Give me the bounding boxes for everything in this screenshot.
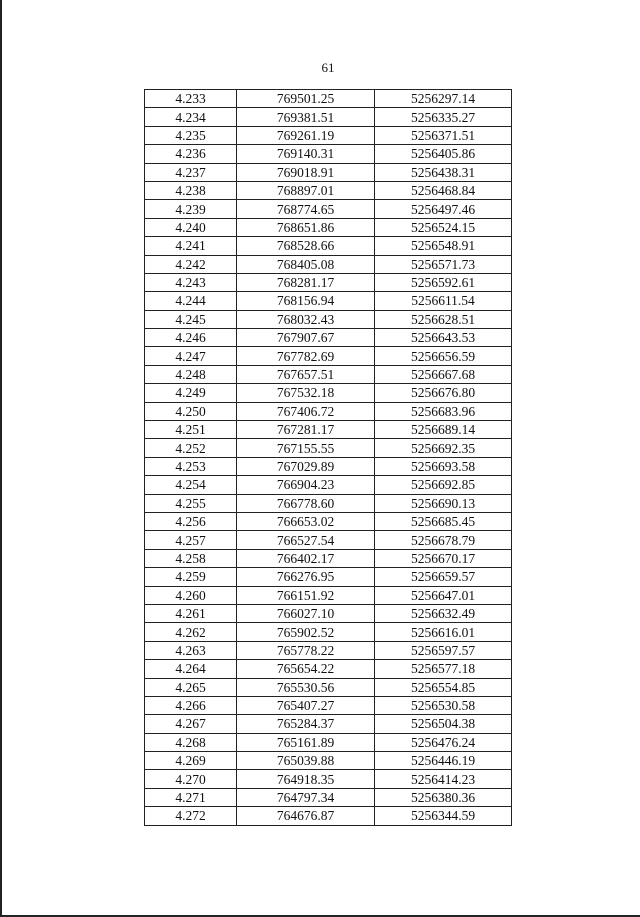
coordinates-table-body <box>145 90 512 826</box>
x-coordinate-cell: 765654.22 <box>237 660 375 678</box>
table-row <box>145 586 512 604</box>
table-row <box>145 457 512 475</box>
point-id-cell: 4.262 <box>145 623 237 641</box>
y-coordinate-cell: 5256554.85 <box>375 678 512 696</box>
x-coordinate-cell: 768032.43 <box>237 310 375 328</box>
y-coordinate-cell: 5256676.80 <box>375 384 512 402</box>
point-id-cell: 4.269 <box>145 752 237 770</box>
y-coordinate-cell: 5256678.79 <box>375 531 512 549</box>
point-id-cell: 4.270 <box>145 770 237 788</box>
y-coordinate-cell: 5256659.57 <box>375 568 512 586</box>
table-row <box>145 329 512 347</box>
point-id-cell: 4.240 <box>145 218 237 236</box>
table-row <box>145 384 512 402</box>
table-row <box>145 292 512 310</box>
table-row <box>145 641 512 659</box>
scan-edge-left <box>0 0 2 917</box>
x-coordinate-cell: 769501.25 <box>237 90 375 108</box>
point-id-cell: 4.257 <box>145 531 237 549</box>
table-row <box>145 163 512 181</box>
point-id-cell: 4.256 <box>145 512 237 530</box>
y-coordinate-cell: 5256616.01 <box>375 623 512 641</box>
table-row <box>145 696 512 714</box>
table-row <box>145 421 512 439</box>
table-row <box>145 494 512 512</box>
point-id-cell: 4.245 <box>145 310 237 328</box>
y-coordinate-cell: 5256468.84 <box>375 181 512 199</box>
x-coordinate-cell: 764797.34 <box>237 788 375 806</box>
y-coordinate-cell: 5256524.15 <box>375 218 512 236</box>
table-row <box>145 108 512 126</box>
x-coordinate-cell: 766653.02 <box>237 512 375 530</box>
point-id-cell: 4.236 <box>145 145 237 163</box>
y-coordinate-cell: 5256690.13 <box>375 494 512 512</box>
y-coordinate-cell: 5256548.91 <box>375 237 512 255</box>
point-id-cell: 4.244 <box>145 292 237 310</box>
y-coordinate-cell: 5256667.68 <box>375 365 512 383</box>
coordinates-table <box>144 89 512 826</box>
table-row <box>145 365 512 383</box>
point-id-cell: 4.242 <box>145 255 237 273</box>
table-row <box>145 347 512 365</box>
point-id-cell: 4.259 <box>145 568 237 586</box>
y-coordinate-cell: 5256597.57 <box>375 641 512 659</box>
y-coordinate-cell: 5256476.24 <box>375 733 512 751</box>
x-coordinate-cell: 766402.17 <box>237 549 375 567</box>
y-coordinate-cell: 5256530.58 <box>375 696 512 714</box>
point-id-cell: 4.272 <box>145 807 237 825</box>
x-coordinate-cell: 765039.88 <box>237 752 375 770</box>
y-coordinate-cell: 5256693.58 <box>375 457 512 475</box>
point-id-cell: 4.233 <box>145 90 237 108</box>
x-coordinate-cell: 769381.51 <box>237 108 375 126</box>
x-coordinate-cell: 767155.55 <box>237 439 375 457</box>
x-coordinate-cell: 766904.23 <box>237 476 375 494</box>
point-id-cell: 4.237 <box>145 163 237 181</box>
x-coordinate-cell: 764918.35 <box>237 770 375 788</box>
point-id-cell: 4.253 <box>145 457 237 475</box>
y-coordinate-cell: 5256670.17 <box>375 549 512 567</box>
table-row <box>145 733 512 751</box>
x-coordinate-cell: 767782.69 <box>237 347 375 365</box>
y-coordinate-cell: 5256380.36 <box>375 788 512 806</box>
x-coordinate-cell: 768156.94 <box>237 292 375 310</box>
x-coordinate-cell: 768897.01 <box>237 181 375 199</box>
page-number: 61 <box>321 60 335 75</box>
y-coordinate-cell: 5256438.31 <box>375 163 512 181</box>
table-row <box>145 623 512 641</box>
table-row <box>145 678 512 696</box>
point-id-cell: 4.263 <box>145 641 237 659</box>
y-coordinate-cell: 5256335.27 <box>375 108 512 126</box>
y-coordinate-cell: 5256692.85 <box>375 476 512 494</box>
y-coordinate-cell: 5256297.14 <box>375 90 512 108</box>
table-row <box>145 770 512 788</box>
point-id-cell: 4.261 <box>145 604 237 622</box>
y-coordinate-cell: 5256683.96 <box>375 402 512 420</box>
y-coordinate-cell: 5256647.01 <box>375 586 512 604</box>
y-coordinate-cell: 5256446.19 <box>375 752 512 770</box>
y-coordinate-cell: 5256692.35 <box>375 439 512 457</box>
y-coordinate-cell: 5256497.46 <box>375 200 512 218</box>
table-row <box>145 568 512 586</box>
point-id-cell: 4.268 <box>145 733 237 751</box>
x-coordinate-cell: 765284.37 <box>237 715 375 733</box>
x-coordinate-cell: 767657.51 <box>237 365 375 383</box>
table-row <box>145 200 512 218</box>
table-row <box>145 660 512 678</box>
y-coordinate-cell: 5256577.18 <box>375 660 512 678</box>
point-id-cell: 4.235 <box>145 126 237 144</box>
table-row <box>145 549 512 567</box>
point-id-cell: 4.247 <box>145 347 237 365</box>
point-id-cell: 4.254 <box>145 476 237 494</box>
y-coordinate-cell: 5256504.38 <box>375 715 512 733</box>
point-id-cell: 4.271 <box>145 788 237 806</box>
y-coordinate-cell: 5256405.86 <box>375 145 512 163</box>
table-row <box>145 402 512 420</box>
x-coordinate-cell: 768774.65 <box>237 200 375 218</box>
y-coordinate-cell: 5256628.51 <box>375 310 512 328</box>
point-id-cell: 4.246 <box>145 329 237 347</box>
table-row <box>145 237 512 255</box>
x-coordinate-cell: 769140.31 <box>237 145 375 163</box>
x-coordinate-cell: 765161.89 <box>237 733 375 751</box>
y-coordinate-cell: 5256414.23 <box>375 770 512 788</box>
y-coordinate-cell: 5256371.51 <box>375 126 512 144</box>
x-coordinate-cell: 766027.10 <box>237 604 375 622</box>
point-id-cell: 4.255 <box>145 494 237 512</box>
point-id-cell: 4.264 <box>145 660 237 678</box>
table-row <box>145 181 512 199</box>
table-row <box>145 218 512 236</box>
x-coordinate-cell: 765407.27 <box>237 696 375 714</box>
y-coordinate-cell: 5256571.73 <box>375 255 512 273</box>
table-row <box>145 255 512 273</box>
x-coordinate-cell: 766778.60 <box>237 494 375 512</box>
x-coordinate-cell: 768528.66 <box>237 237 375 255</box>
table-row <box>145 531 512 549</box>
x-coordinate-cell: 764676.87 <box>237 807 375 825</box>
x-coordinate-cell: 768651.86 <box>237 218 375 236</box>
point-id-cell: 4.265 <box>145 678 237 696</box>
table-row <box>145 476 512 494</box>
table-row <box>145 439 512 457</box>
x-coordinate-cell: 765530.56 <box>237 678 375 696</box>
table-row <box>145 90 512 108</box>
x-coordinate-cell: 767532.18 <box>237 384 375 402</box>
x-coordinate-cell: 769018.91 <box>237 163 375 181</box>
point-id-cell: 4.250 <box>145 402 237 420</box>
y-coordinate-cell: 5256632.49 <box>375 604 512 622</box>
point-id-cell: 4.266 <box>145 696 237 714</box>
y-coordinate-cell: 5256685.45 <box>375 512 512 530</box>
x-coordinate-cell: 766527.54 <box>237 531 375 549</box>
x-coordinate-cell: 767406.72 <box>237 402 375 420</box>
x-coordinate-cell: 767281.17 <box>237 421 375 439</box>
point-id-cell: 4.238 <box>145 181 237 199</box>
y-coordinate-cell: 5256611.54 <box>375 292 512 310</box>
y-coordinate-cell: 5256643.53 <box>375 329 512 347</box>
point-id-cell: 4.239 <box>145 200 237 218</box>
table-row <box>145 807 512 825</box>
point-id-cell: 4.251 <box>145 421 237 439</box>
table-row <box>145 126 512 144</box>
x-coordinate-cell: 767907.67 <box>237 329 375 347</box>
point-id-cell: 4.234 <box>145 108 237 126</box>
point-id-cell: 4.248 <box>145 365 237 383</box>
x-coordinate-cell: 765778.22 <box>237 641 375 659</box>
table-row <box>145 145 512 163</box>
point-id-cell: 4.258 <box>145 549 237 567</box>
point-id-cell: 4.249 <box>145 384 237 402</box>
table-row <box>145 715 512 733</box>
x-coordinate-cell: 767029.89 <box>237 457 375 475</box>
y-coordinate-cell: 5256656.59 <box>375 347 512 365</box>
table-row <box>145 310 512 328</box>
x-coordinate-cell: 766276.95 <box>237 568 375 586</box>
point-id-cell: 4.260 <box>145 586 237 604</box>
point-id-cell: 4.243 <box>145 273 237 291</box>
point-id-cell: 4.252 <box>145 439 237 457</box>
x-coordinate-cell: 768281.17 <box>237 273 375 291</box>
table-row <box>145 273 512 291</box>
point-id-cell: 4.241 <box>145 237 237 255</box>
x-coordinate-cell: 766151.92 <box>237 586 375 604</box>
y-coordinate-cell: 5256689.14 <box>375 421 512 439</box>
table-row <box>145 788 512 806</box>
x-coordinate-cell: 765902.52 <box>237 623 375 641</box>
table-row <box>145 604 512 622</box>
y-coordinate-cell: 5256592.61 <box>375 273 512 291</box>
x-coordinate-cell: 768405.08 <box>237 255 375 273</box>
table-row <box>145 752 512 770</box>
point-id-cell: 4.267 <box>145 715 237 733</box>
table-row <box>145 512 512 530</box>
y-coordinate-cell: 5256344.59 <box>375 807 512 825</box>
x-coordinate-cell: 769261.19 <box>237 126 375 144</box>
